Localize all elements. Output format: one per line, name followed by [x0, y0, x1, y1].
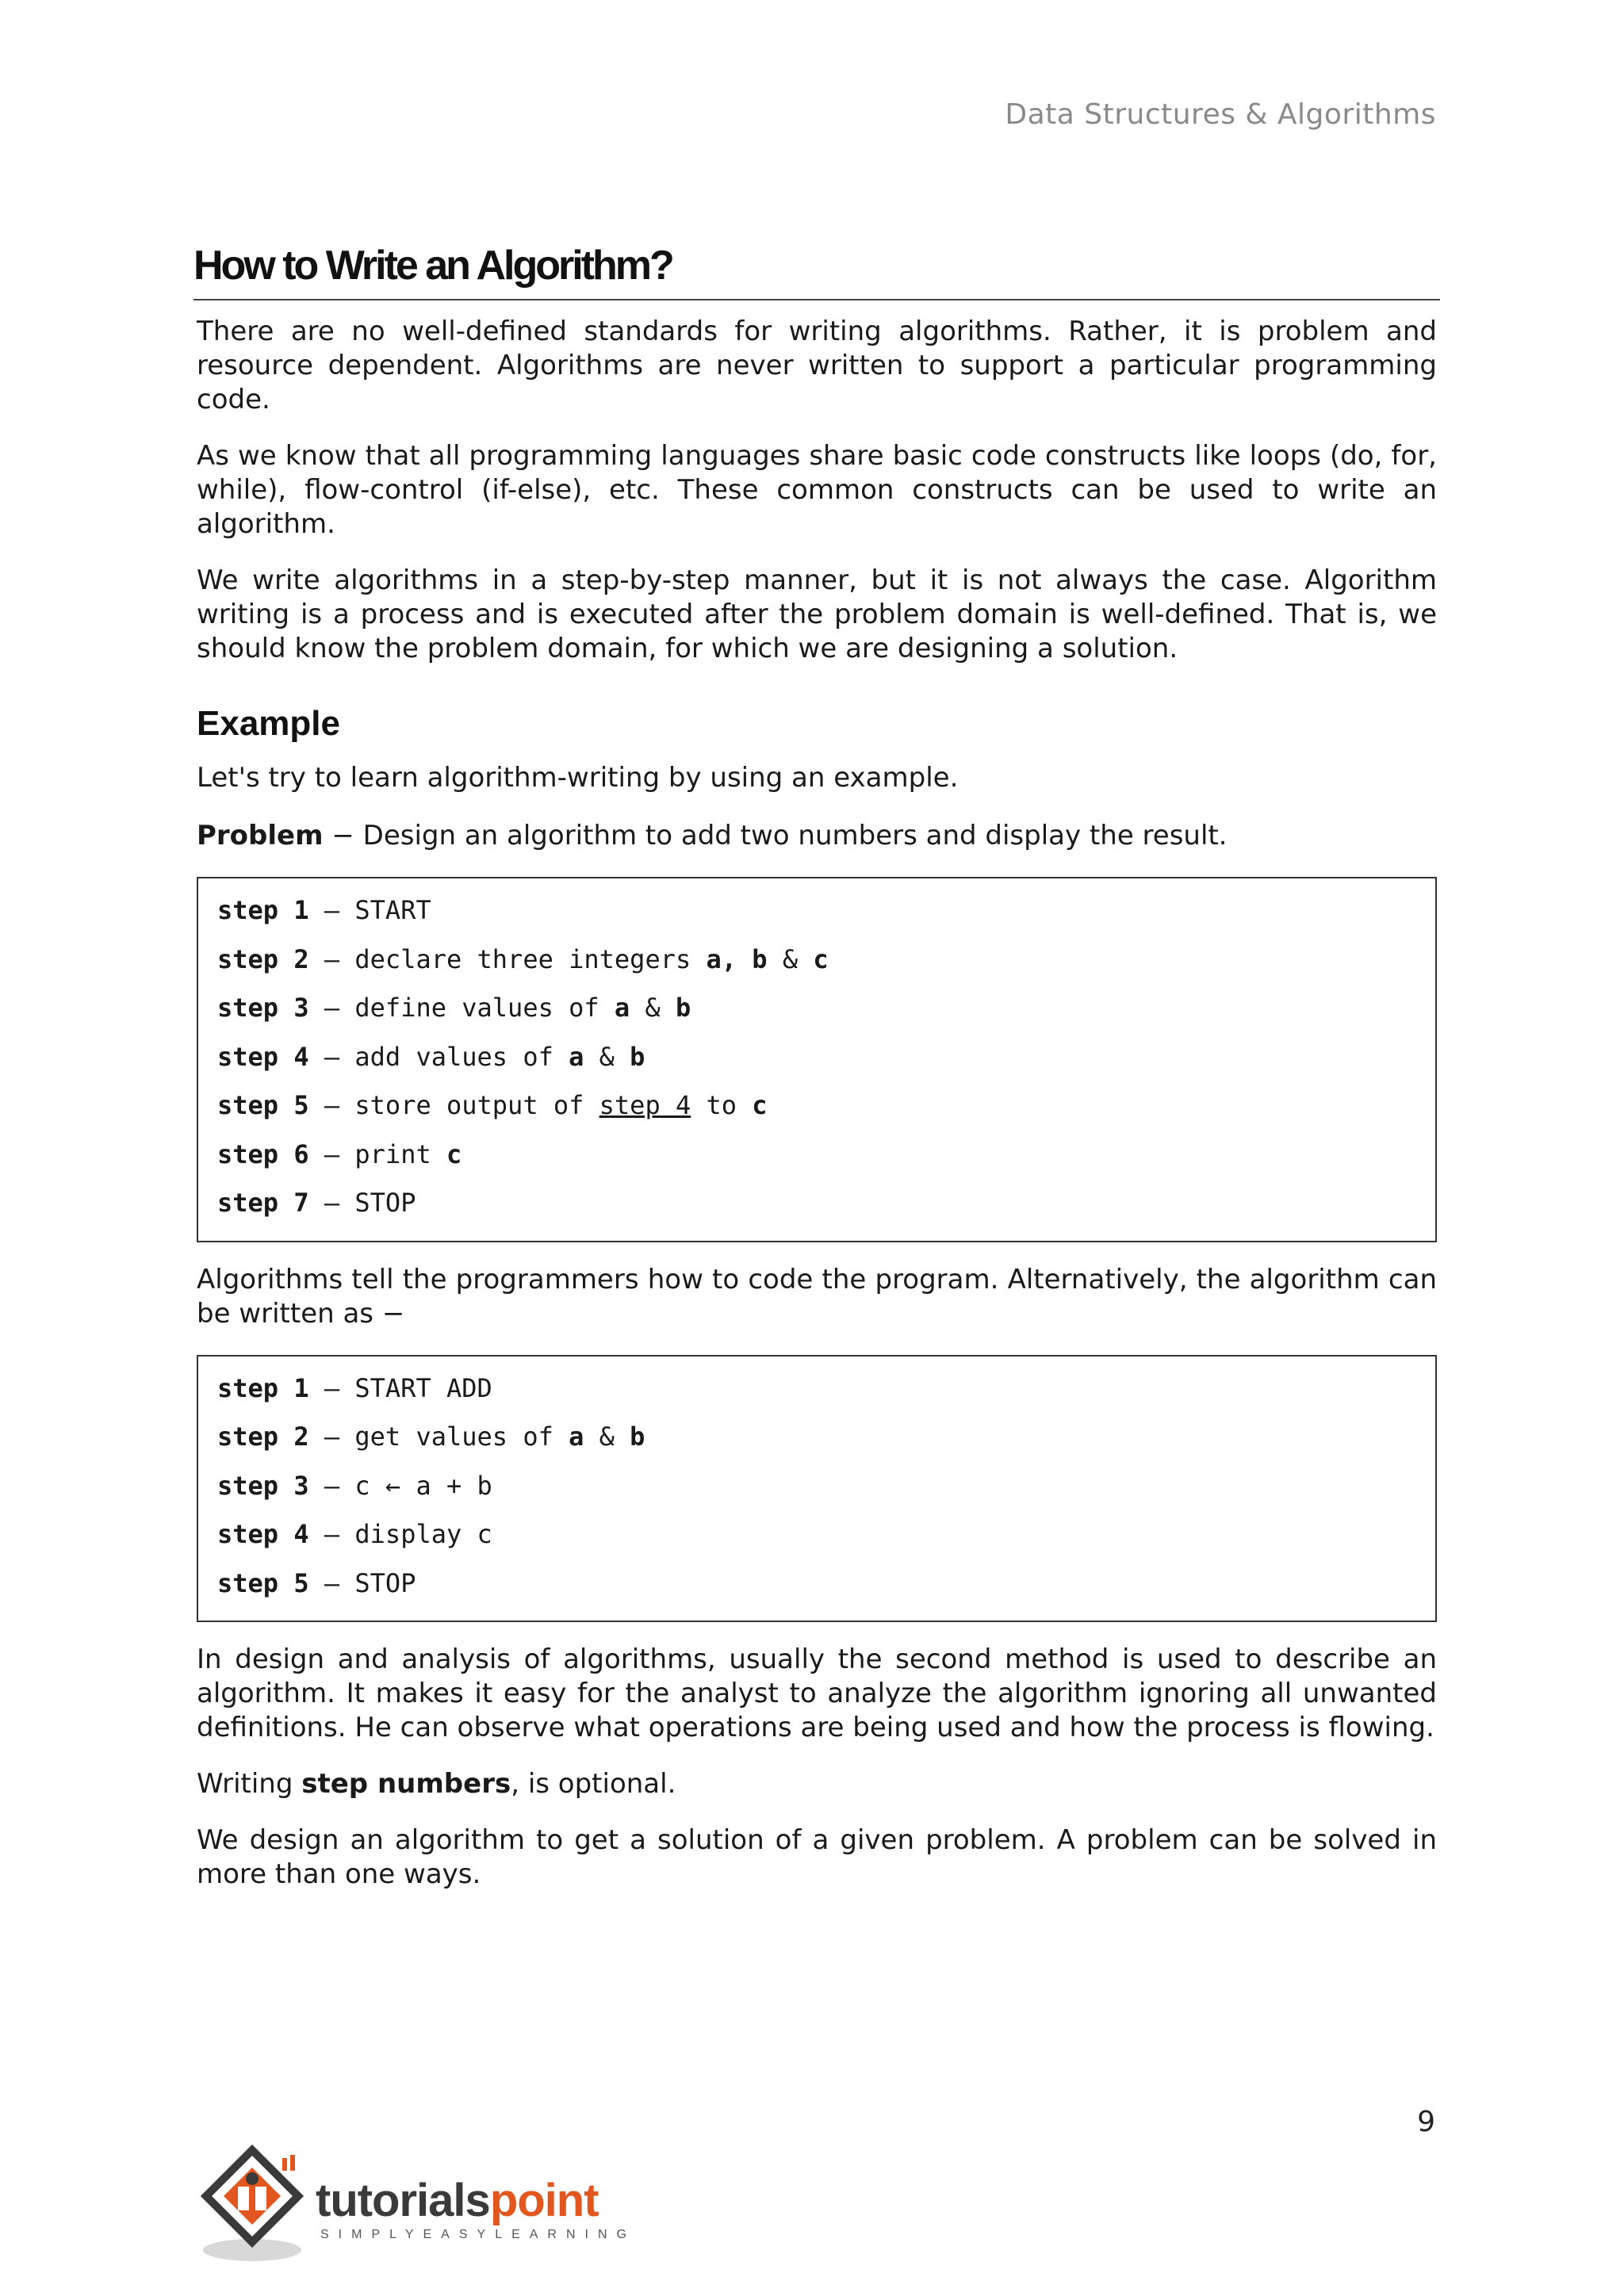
paragraph-design-analysis: In design and analysis of algorithms, usually the second method is used to describe an algorithm. It makes it easy for the analyst to analyze the algorithm ignoring all unwanted definitions. He can observe what operations are being used and how the process is flowing.: [197, 1644, 1437, 1743]
text: Writing: [197, 1768, 302, 1800]
var-name: b: [630, 1422, 645, 1452]
code-line: [217, 1187, 1416, 1236]
code-block-2: [197, 1355, 1437, 1623]
example-heading: Example: [197, 704, 340, 743]
step-number: step 5: [217, 1567, 309, 1598]
step-number: step 5: [217, 1090, 309, 1120]
code-line: [217, 1089, 1416, 1138]
page-title: How to Write an Algorithm?: [193, 242, 1440, 300]
text: , is optional.: [511, 1768, 676, 1800]
code-line: [217, 1421, 1416, 1470]
step-text: &: [767, 943, 814, 974]
emphasis: step numbers: [301, 1768, 511, 1800]
tutorialspoint-logo: [197, 2141, 641, 2267]
var-name: b: [675, 993, 691, 1023]
logo-wordmark-part: point: [489, 2175, 599, 2226]
step-text: – add values of: [308, 1041, 569, 1072]
code-line: [217, 1138, 1416, 1188]
code-line: [217, 894, 1416, 943]
code-line: [217, 1041, 1416, 1090]
step-text: – store output of: [308, 1090, 599, 1120]
code-block-1: [197, 877, 1437, 1242]
var-name: c: [813, 943, 829, 974]
paragraph-solutions: We design an algorithm to get a solution of a given problem. A problem can be solved in more than one ways.: [197, 1824, 1437, 1890]
paragraph-alternative: Algorithms tell the programmers how to code the program. Alternatively, the algorithm can be written as −: [197, 1263, 1437, 1330]
code-line: [217, 1470, 1416, 1519]
step-number: step 1: [217, 895, 309, 925]
step-number: step 6: [217, 1138, 309, 1169]
problem-statement: [197, 819, 1437, 853]
step-text: – print: [308, 1138, 446, 1169]
paragraph-constructs: As we know that all programming languages share basic code constructs like loops (do, for, while), flow-control (if-else), etc. These common constructs can be used to write an algorithm.: [197, 440, 1437, 540]
problem-text: − Design an algorithm to add two numbers and display the result.: [323, 820, 1228, 851]
logo-icon: [197, 2141, 316, 2267]
step-text: – START ADD: [308, 1372, 492, 1403]
step-text: – START: [308, 895, 431, 925]
running-header: Data Structures & Algorithms: [1005, 98, 1436, 131]
step-text: &: [584, 1422, 630, 1452]
logo-wordmark: [316, 2174, 599, 2227]
step-number: step 3: [217, 1470, 309, 1501]
step-number: step 3: [217, 993, 309, 1023]
logo-tagline: SIMPLYEASYLEARNING: [320, 2228, 636, 2241]
step-text: – STOP: [308, 1567, 416, 1598]
step-number: step 7: [217, 1188, 309, 1218]
step-text: &: [630, 993, 676, 1023]
step-text: &: [584, 1041, 630, 1072]
step-text: – get values of: [308, 1422, 569, 1452]
example-intro: Let's try to learn algorithm-writing by using an example.: [197, 762, 959, 794]
code-line: [217, 1567, 1416, 1617]
step-number: step 2: [217, 1422, 309, 1452]
var-name: a, b: [706, 943, 768, 974]
paragraph-step-by-step: We write algorithms in a step-by-step manner, but it is not always the case. Algorithm writing is a process and is executed after the problem domain is well-defined. That is, we should know the problem domain, for which we are designing a solution.: [197, 564, 1437, 664]
problem-label: Problem: [197, 820, 324, 851]
step-number: step 4: [217, 1041, 309, 1072]
step-number: step 1: [217, 1372, 309, 1403]
code-line: [217, 1518, 1416, 1567]
page-content: [193, 242, 1437, 1892]
page-number: 9: [1417, 2106, 1435, 2138]
step-text: – c ← a + b: [308, 1470, 492, 1501]
code-line: [217, 1372, 1416, 1422]
paragraph-step-numbers: [197, 1767, 1437, 1801]
var-name: a: [569, 1041, 584, 1072]
code-line: [217, 943, 1416, 993]
step-text: – display c: [308, 1519, 492, 1549]
step-text: to: [691, 1090, 753, 1120]
var-name: c: [752, 1090, 768, 1120]
var-name: b: [630, 1041, 645, 1072]
var-name: a: [569, 1422, 584, 1452]
step-number: step 4: [217, 1519, 309, 1549]
step-reference: step 4: [599, 1090, 691, 1120]
step-text: – declare three integers: [308, 943, 707, 974]
step-text: – define values of: [308, 993, 615, 1023]
code-line: [217, 992, 1416, 1041]
step-text: – STOP: [308, 1188, 416, 1218]
logo-wordmark-part: tutorials: [316, 2175, 490, 2226]
step-number: step 2: [217, 943, 309, 974]
var-name: a: [614, 993, 630, 1023]
var-name: c: [446, 1138, 462, 1169]
paragraph-standards: There are no well-defined standards for writing algorithms. Rather, it is problem and resource dependent. Algorithms are never written to support a particular programming code.: [197, 316, 1437, 415]
